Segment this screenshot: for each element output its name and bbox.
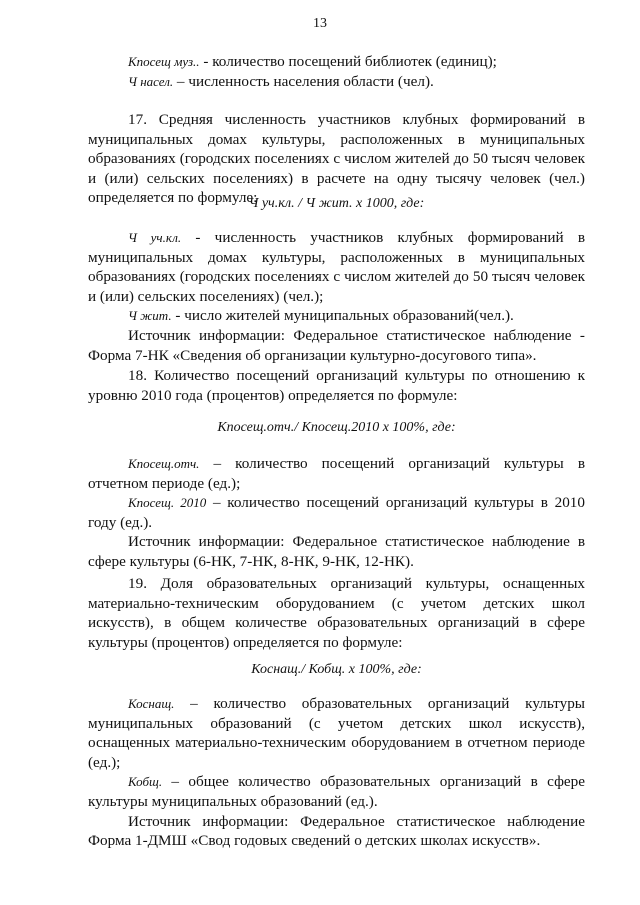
section-19-formula: Коснащ./ Кобщ. х 100%, где: bbox=[251, 662, 422, 677]
definition-item bbox=[88, 694, 585, 772]
section-intro: 17. Средняя численность участников клубных формирований в муниципальных домах культуры, расположенных в муниципальных образованиях (городских поселениях с числом жителей до 50 тысяч человек и (или) сельских поселениях) в расчете на одну тысячу человек (чел.) определяется по формуле: bbox=[88, 111, 585, 207]
symbol: Ч насел. bbox=[128, 73, 174, 89]
symbol: Ч уч.кл. bbox=[128, 230, 182, 245]
definition-text: – количество образовательных организаций культуры муниципальных образований (с учетом детских школ искусств), оснащенных материально-техническим оборудованием в отчетном периоде (ед.); bbox=[88, 695, 585, 771]
symbol: Кобщ. bbox=[128, 774, 163, 790]
section-18-formula: Кпосещ.отч./ Кпосещ.2010 х 100%, где: bbox=[217, 420, 456, 435]
definition-item bbox=[88, 306, 585, 326]
definition-library-visits bbox=[88, 52, 585, 72]
top-definitions bbox=[88, 52, 585, 91]
symbol: Кпосещ муз.. bbox=[128, 54, 200, 69]
section-18-definitions bbox=[88, 454, 585, 572]
definition-text: - численность участников клубных формирований в муниципальных домах культуры, расположенных в муниципальных образованиях (городских поселениях с числом жителей до 50 тысяч человек и (или) сельских поселениях) (чел.); bbox=[88, 229, 585, 305]
section-19 bbox=[88, 574, 585, 652]
definition-item bbox=[88, 772, 585, 811]
definition-item bbox=[88, 454, 585, 493]
page-number: 13 bbox=[313, 16, 327, 31]
section-18 bbox=[88, 366, 585, 405]
section-17-definitions bbox=[88, 228, 585, 365]
symbol: Коснащ. bbox=[128, 696, 175, 711]
source-info: Источник информации: Федеральное статистическое наблюдение Форма 1-ДМШ «Свод годовых сведений о детских школах искусств». bbox=[88, 812, 585, 850]
source-info: Источник информации: Федеральное статистическое наблюдение в сфере культуры (6-НК, 7-НК, 8-НК, 9-НК, 12-НК). bbox=[88, 533, 585, 570]
definition-population bbox=[88, 72, 585, 92]
symbol: Ч жит. bbox=[128, 308, 172, 324]
definition-text: - число жителей муниципальных образований(чел.). bbox=[171, 307, 514, 325]
section-19-definitions bbox=[88, 694, 585, 851]
section-intro: 19. Доля образовательных организаций культуры, оснащенных материально-техническим оборудованием (с учетом детских школ искусств), в общем количестве образовательных организаций в сфере культуры (процентов) определяется по формуле: bbox=[88, 575, 585, 651]
section-intro: 18. Количество посещений организаций культуры по отношению к уровню 2010 года (процентов) определяется по формуле: bbox=[88, 367, 585, 404]
section-17-formula: Ч уч.кл. / Ч жит. х 1000, где: bbox=[248, 196, 425, 211]
source-info: Источник информации: Федеральное статистическое наблюдение - Форма 7-НК «Сведения об организации культурно-досугового типа». bbox=[88, 326, 585, 364]
definition-text: – количество посещений организаций культуры в отчетном периоде (ед.); bbox=[88, 455, 585, 492]
definition-item bbox=[88, 228, 585, 306]
definition-item bbox=[88, 493, 585, 532]
definition-text: - количество посещений библиотек (единиц); bbox=[199, 53, 497, 70]
definition-text: – количество посещений организаций культуры в 2010 году (ед.). bbox=[88, 494, 585, 531]
symbol: Кпосещ. 2010 bbox=[128, 495, 207, 511]
definition-text: – общее количество образовательных организаций в сфере культуры муниципальных образований (ед.). bbox=[88, 773, 585, 810]
symbol: Кпосещ.отч. bbox=[128, 456, 200, 471]
definition-text: – численность населения области (чел). bbox=[173, 72, 434, 90]
